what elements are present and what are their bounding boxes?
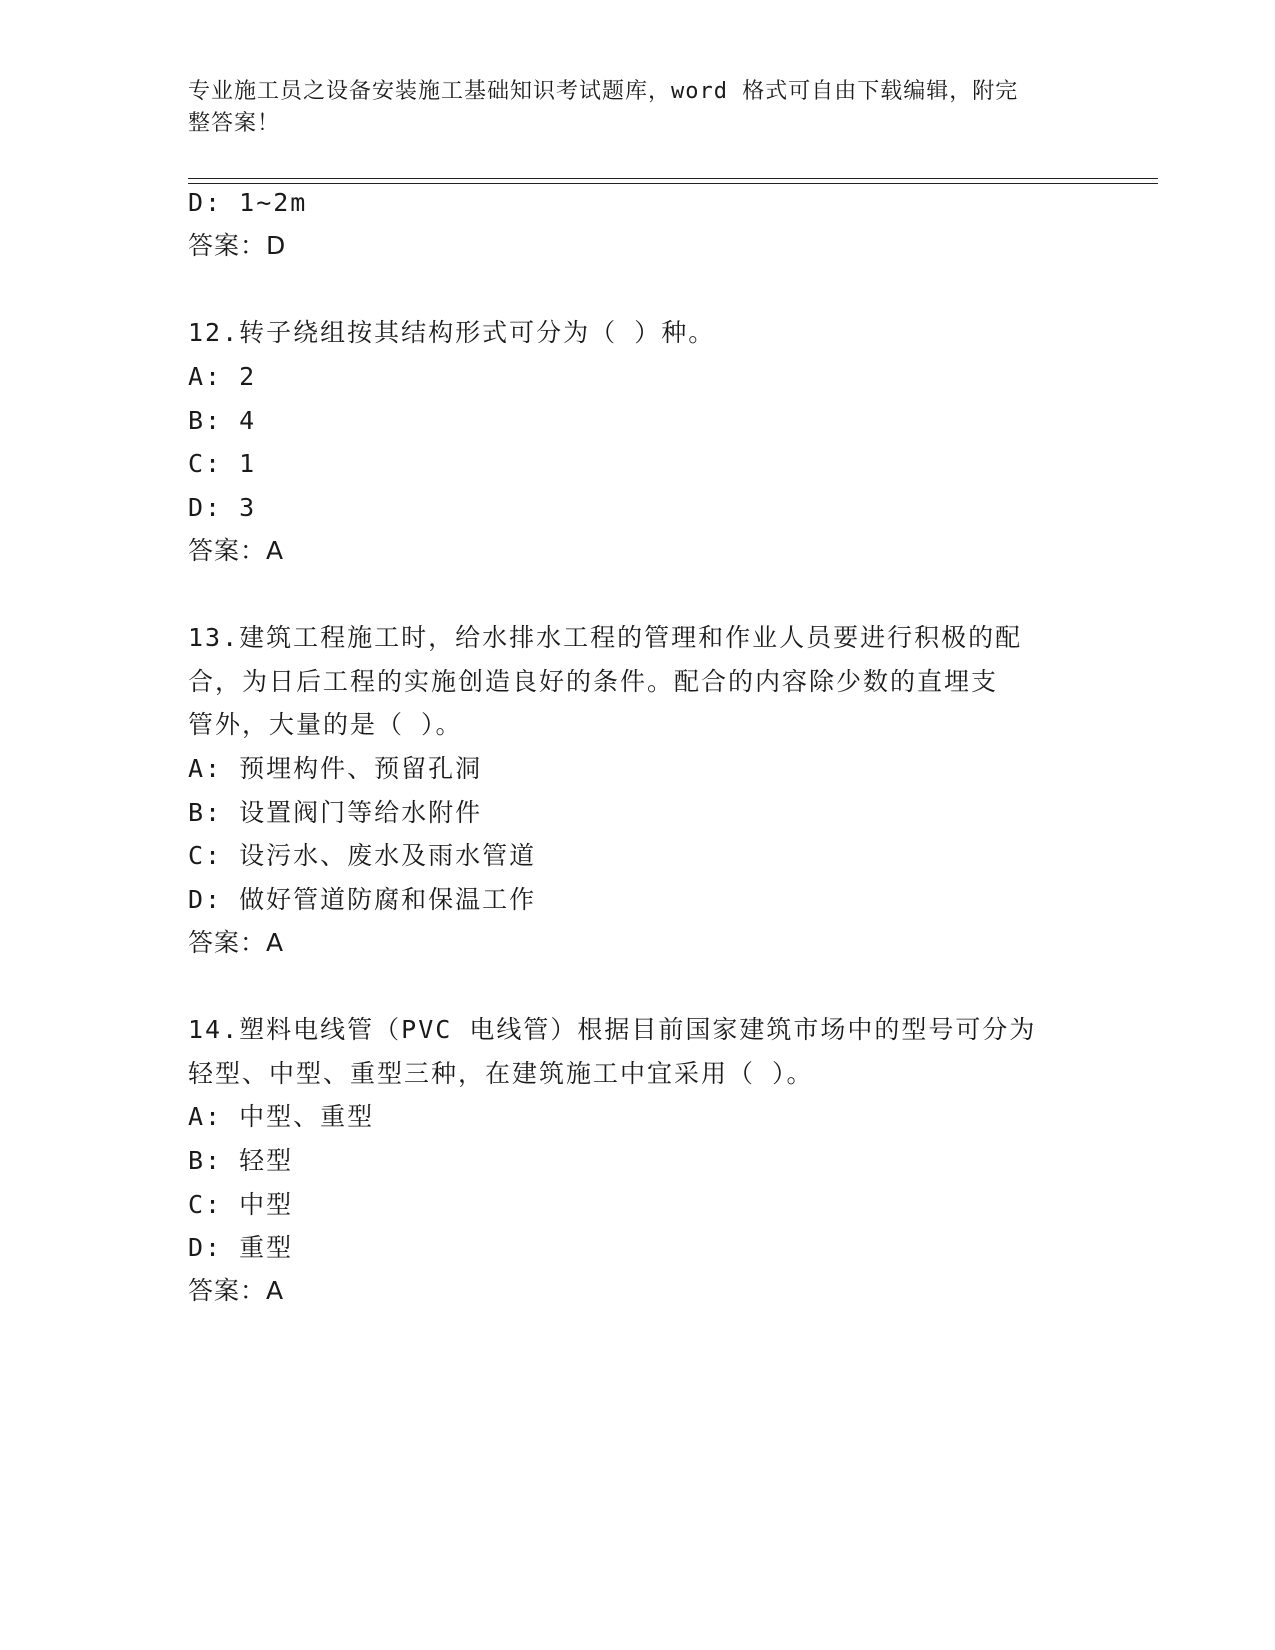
q13-option-b: B: 设置阀门等给水附件 (188, 798, 483, 827)
q14-option-c: C: 中型 (188, 1190, 294, 1219)
q13-stem-line: 管外，大量的是（ ）。 (188, 710, 463, 739)
prev-option-d: D: 1~2m (188, 188, 308, 217)
q12-answer: 答案：A (188, 536, 285, 565)
q14-option-d: D: 重型 (188, 1233, 294, 1262)
header-line-2: 整答案！ (188, 111, 281, 136)
q12-option-a: A: 2 (188, 362, 257, 391)
q12-option-c: C: 1 (188, 449, 257, 478)
q14-stem-line: 14.塑料电线管（PVC 电线管）根据目前国家建筑市场中的型号可分为 (188, 1015, 1037, 1044)
q14-option-a: A: 中型、重型 (188, 1102, 375, 1131)
document-header (188, 76, 1068, 140)
q13-option-d: D: 做好管道防腐和保温工作 (188, 885, 537, 914)
q14-option-b: B: 轻型 (188, 1146, 294, 1175)
q14-stem-line: 轻型、中型、重型三种，在建筑施工中宜采用（ ）。 (188, 1059, 814, 1088)
q13-option-c: C: 设污水、废水及雨水管道 (188, 841, 537, 870)
header-rule-top (188, 178, 1158, 179)
q13-stem-line: 合，为日后工程的实施创造良好的条件。配合的内容除少数的直埋支 (188, 667, 999, 696)
q13-answer: 答案：A (188, 928, 285, 957)
prev-answer: 答案：D (188, 231, 287, 260)
q12-option-b: B: 4 (188, 406, 257, 435)
header-line-1: 专业施工员之设备安装施工基础知识考试题库，word 格式可自由下载编辑，附完 (188, 79, 1019, 104)
q14-answer: 答案：A (188, 1276, 285, 1305)
q13-option-a: A: 预埋构件、预留孔洞 (188, 754, 483, 783)
q12-stem-line: 12.转子绕组按其结构形式可分为（ ）种。 (188, 318, 716, 347)
header-rule-bottom (188, 183, 1158, 184)
q12-option-d: D: 3 (188, 493, 257, 522)
q13-stem-line: 13.建筑工程施工时，给水排水工程的管理和作业人员要进行积极的配 (188, 623, 1023, 652)
